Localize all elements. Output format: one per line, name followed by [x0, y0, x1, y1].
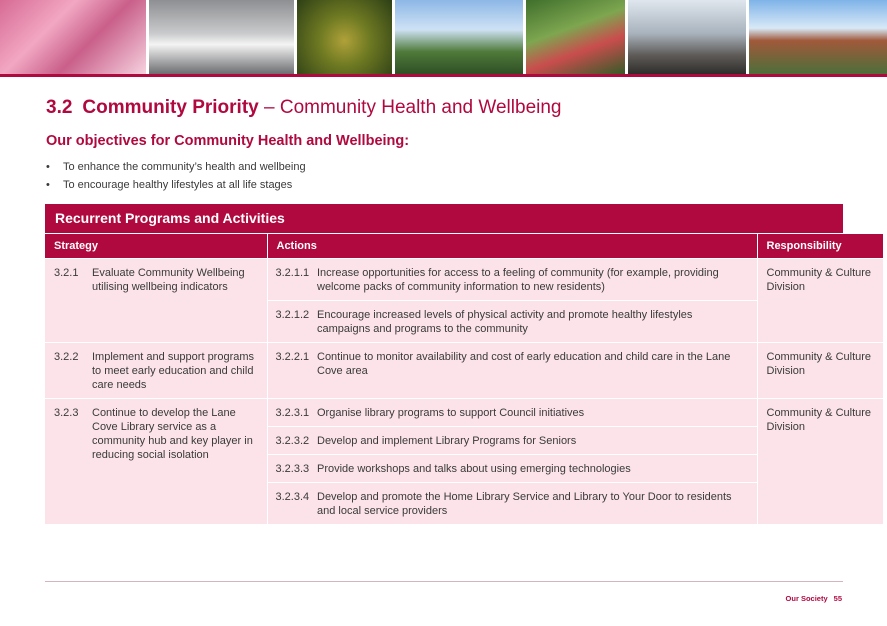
- section-number: 3.2: [46, 97, 73, 118]
- strategy-text: Evaluate Community Wellbeing utilising wellbeing indicators: [92, 259, 267, 343]
- photo-frog: [297, 0, 393, 74]
- action-code: 3.2.3.1: [267, 399, 317, 427]
- programs-table: [45, 204, 872, 524]
- footer-divider: [45, 581, 843, 582]
- banner-divider: [0, 74, 887, 77]
- section-title-rest: – Community Health and Wellbeing: [264, 97, 562, 118]
- objective-text: To encourage healthy lifestyles at all life stages: [63, 179, 293, 191]
- photo-street-shoppers: [628, 0, 745, 74]
- page-footer: [786, 594, 842, 603]
- list-item: [46, 159, 306, 177]
- footer-section: Our Society: [785, 594, 828, 603]
- action-code: 3.2.3.3: [267, 455, 317, 483]
- photo-electric-car-charging: [149, 0, 293, 74]
- objectives-list: [46, 159, 306, 195]
- action-code: 3.2.3.2: [267, 427, 317, 455]
- strategy-text: Continue to develop the Lane Cove Library service as a community hub and key player in reducing social isolation: [92, 399, 267, 525]
- action-text: Increase opportunities for access to a feeling of community (for example, providing welcome packs of community information to new residents): [317, 259, 757, 301]
- strategy-code: 3.2.1: [45, 259, 92, 343]
- photo-plaza-building: [749, 0, 887, 74]
- action-text: Organise library programs to support Council initiatives: [317, 399, 757, 427]
- responsibility-text: Community & Culture Division: [757, 343, 883, 399]
- table-row: [45, 259, 883, 301]
- action-text: Provide workshops and talks about using emerging technologies: [317, 455, 757, 483]
- photo-children-outdoor-play: [395, 0, 522, 74]
- page-title: [46, 97, 561, 119]
- strategy-text: Implement and support programs to meet early education and child care needs: [92, 343, 267, 399]
- action-code: 3.2.1.2: [267, 301, 317, 343]
- list-item: [46, 177, 306, 195]
- responsibility-text: Community & Culture Division: [757, 259, 883, 343]
- table-header-row: [45, 234, 883, 259]
- action-text: Encourage increased levels of physical activity and promote healthy lifestyles campaigns and programs to the community: [317, 301, 757, 343]
- responsibility-text: Community & Culture Division: [757, 399, 883, 525]
- header-strategy: Strategy: [45, 234, 267, 259]
- table-title: Recurrent Programs and Activities: [45, 204, 843, 233]
- action-text: Continue to monitor availability and cost of early education and child care in the Lane Cove area: [317, 343, 757, 399]
- action-text: Develop and implement Library Programs for Seniors: [317, 427, 757, 455]
- bullet-icon: •: [46, 161, 50, 173]
- objective-text: To enhance the community’s health and wellbeing: [63, 161, 306, 173]
- action-code: 3.2.3.4: [267, 483, 317, 525]
- objectives-title: Our objectives for Community Health and Wellbeing:: [46, 133, 410, 149]
- action-code: 3.2.1.1: [267, 259, 317, 301]
- photo-banner: [0, 0, 887, 74]
- header-actions: Actions: [267, 234, 757, 259]
- photo-kids-garden: [526, 0, 626, 74]
- programs-grid: [45, 233, 883, 524]
- strategy-code: 3.2.2: [45, 343, 92, 399]
- bullet-icon: •: [46, 179, 50, 191]
- action-text: Develop and promote the Home Library Service and Library to Your Door to residents and local service providers: [317, 483, 757, 525]
- action-code: 3.2.2.1: [267, 343, 317, 399]
- photo-children-reading: [0, 0, 146, 74]
- table-row: [45, 399, 883, 427]
- table-row: [45, 343, 883, 399]
- section-title-bold: Community Priority: [82, 97, 259, 118]
- strategy-code: 3.2.3: [45, 399, 92, 525]
- header-responsibility: Responsibility: [757, 234, 883, 259]
- page-number: 55: [833, 594, 842, 603]
